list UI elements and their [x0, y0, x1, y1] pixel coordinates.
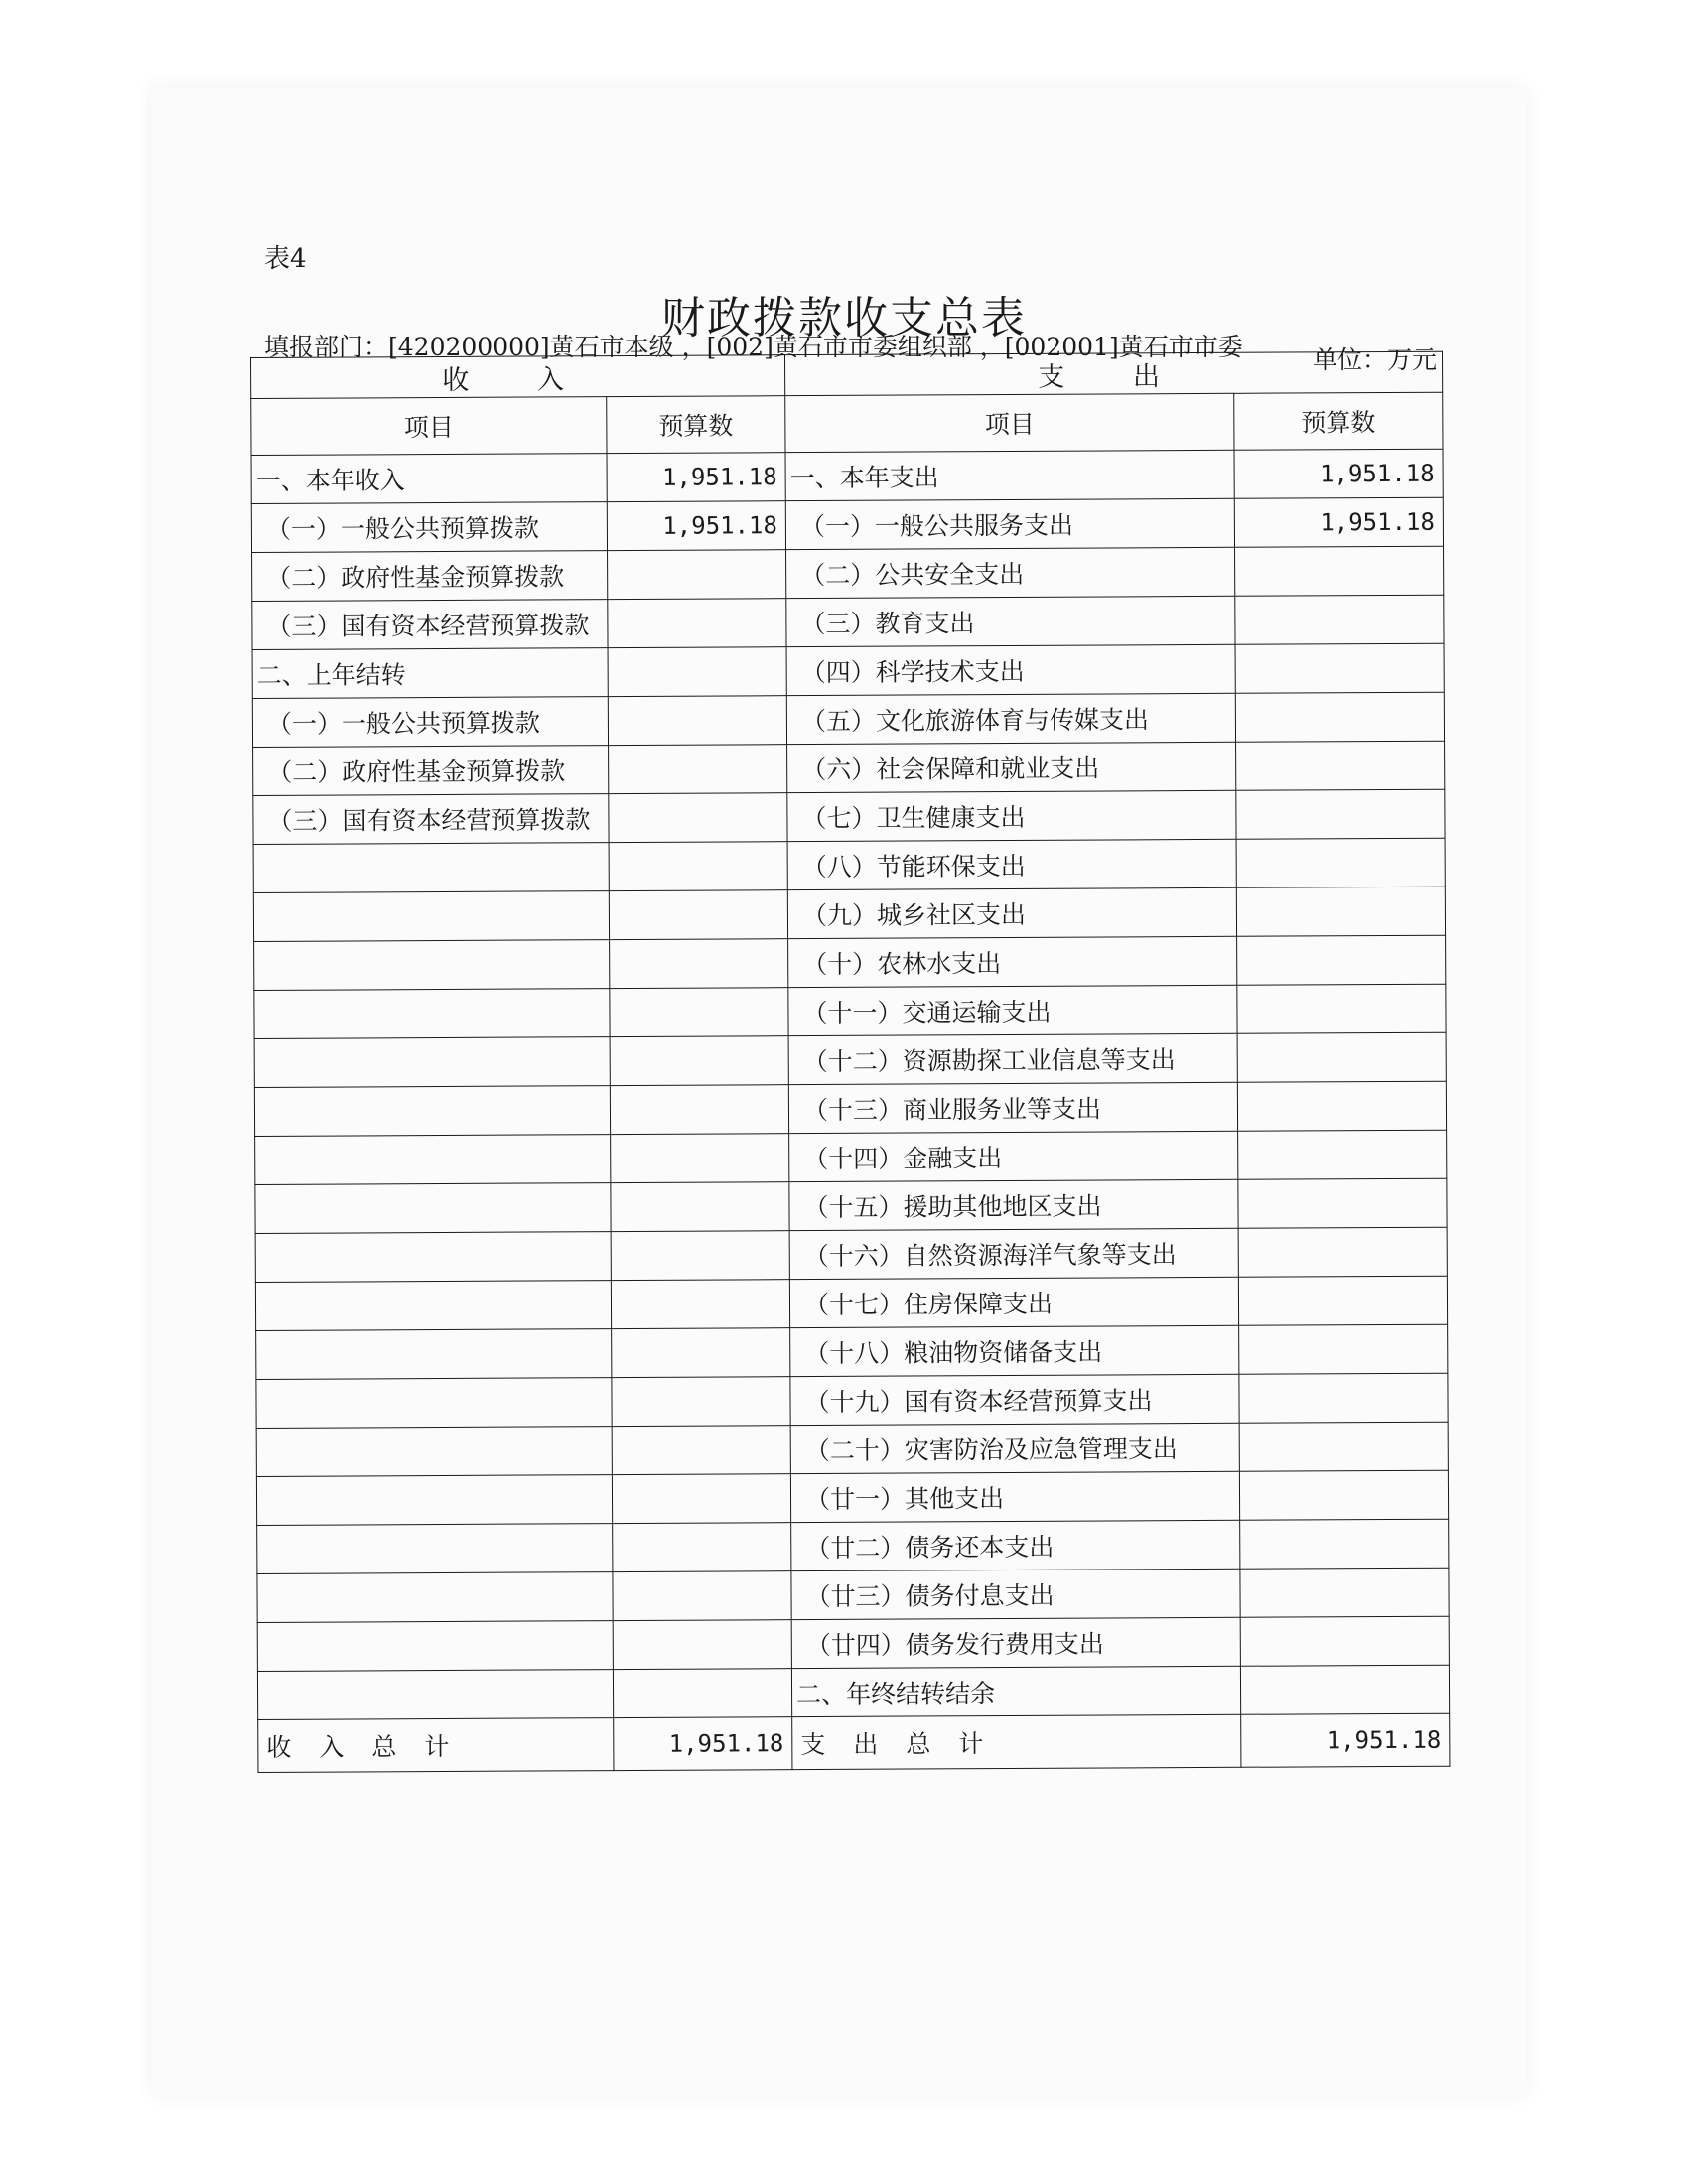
expense-budget-cell: 1,951.18: [1234, 449, 1443, 498]
expense-item-cell: （廿二）债务还本支出: [791, 1520, 1240, 1570]
expense-item-cell: （六）社会保障和就业支出: [787, 742, 1236, 792]
income-item-cell: [254, 1037, 610, 1088]
income-budget-cell: [608, 696, 786, 746]
expense-item-cell: （十三）商业服务业等支出: [788, 1082, 1237, 1133]
income-item-cell: [256, 1378, 612, 1429]
table-row: [255, 1227, 1447, 1282]
expense-budget-cell: [1237, 1081, 1446, 1131]
expense-item-cell: （三）教育支出: [786, 596, 1235, 646]
table-row: [252, 692, 1444, 747]
income-budget-cell: [613, 1620, 791, 1670]
table-row: [256, 1373, 1448, 1428]
table-row: [251, 497, 1443, 552]
income-budget-cell: [608, 647, 786, 697]
expense-item-cell: （七）卫生健康支出: [787, 790, 1236, 841]
income-budget-cell: [613, 1571, 791, 1621]
income-item-cell: [253, 843, 609, 893]
expense-item-cell: （廿三）债务付息支出: [791, 1569, 1240, 1619]
income-item-cell: [256, 1329, 612, 1380]
expense-budget-header: 预算数: [1234, 392, 1443, 450]
table-row: [253, 741, 1445, 795]
table-row: [253, 887, 1445, 941]
income-item-cell: [255, 1232, 611, 1283]
table-row: [255, 1178, 1447, 1233]
expense-budget-cell: [1240, 1519, 1449, 1569]
income-item-cell: 二、上年结转: [252, 648, 608, 699]
income-budget-cell: [610, 988, 788, 1037]
section-header-row: [251, 351, 1443, 398]
expense-budget-cell: [1239, 1470, 1448, 1520]
income-budget-header: 预算数: [607, 396, 785, 454]
income-budget-cell: [609, 842, 787, 891]
expense-budget-cell: [1236, 741, 1445, 790]
income-budget-cell: [608, 550, 786, 600]
income-budget-cell: [612, 1377, 790, 1427]
table-row: [257, 1568, 1449, 1622]
table-body: [251, 449, 1450, 1719]
expense-budget-cell: [1238, 1227, 1447, 1277]
expense-item-cell: （八）节能环保支出: [787, 839, 1236, 889]
income-budget-cell: [612, 1426, 790, 1475]
totals-row: [258, 1713, 1450, 1772]
column-header-row: [251, 392, 1443, 455]
table-row: [252, 546, 1444, 601]
income-budget-cell: [613, 1523, 791, 1572]
income-item-cell: （三）国有资本经营预算拨款: [252, 600, 608, 650]
expense-item-cell: （十）农林水支出: [788, 936, 1237, 987]
income-budget-cell: [612, 1474, 790, 1524]
expense-item-cell: （二）公共安全支出: [786, 547, 1235, 598]
expense-budget-cell: [1237, 1032, 1446, 1082]
expense-budget-cell: [1238, 1178, 1447, 1228]
table-row: [254, 1032, 1446, 1087]
income-item-cell: [256, 1475, 612, 1526]
income-item-cell: [257, 1572, 613, 1623]
income-budget-cell: [612, 1328, 790, 1378]
expense-budget-cell: 1,951.18: [1234, 497, 1443, 547]
table-row: [257, 1519, 1449, 1573]
expense-item-cell: （十六）自然资源海洋气象等支出: [789, 1228, 1238, 1279]
income-item-cell: [257, 1524, 613, 1574]
income-budget-cell: [611, 1182, 789, 1232]
expense-budget-cell: [1239, 1373, 1448, 1423]
income-total-value: 1,951.18: [614, 1717, 792, 1771]
expense-budget-cell: [1240, 1616, 1449, 1666]
income-budget-cell: 1,951.18: [607, 501, 785, 551]
expense-item-cell: （十五）援助其他地区支出: [789, 1179, 1238, 1230]
table-row: [254, 984, 1446, 1038]
expense-total-label: 支出总计: [792, 1714, 1241, 1769]
income-item-cell: [257, 1670, 613, 1720]
expense-budget-cell: [1239, 1422, 1448, 1471]
income-item-cell: （二）政府性基金预算拨款: [252, 551, 608, 602]
expense-item-cell: （十八）粮油物资储备支出: [790, 1325, 1239, 1376]
expense-item-cell: （九）城乡社区支出: [787, 887, 1236, 938]
unit-label: 单位：万元: [1313, 345, 1438, 374]
expense-budget-cell: [1236, 789, 1445, 839]
income-item-cell: [254, 1086, 610, 1137]
table-row: [253, 789, 1445, 844]
income-item-header: 项目: [251, 397, 607, 456]
filler-department: 填报部门：[420200000]黄石市本级 ，[002]黄石市市委组织部 ，[002001]黄石市市委: [264, 333, 1243, 361]
table-row: [256, 1422, 1448, 1476]
expense-item-cell: 一、本年支出: [785, 450, 1234, 500]
expense-item-cell: （廿四）债务发行费用支出: [791, 1617, 1240, 1668]
income-budget-cell: 1,951.18: [607, 453, 785, 502]
income-item-cell: （一）一般公共预算拨款: [252, 697, 608, 748]
income-section-header: 收 入: [251, 355, 785, 399]
income-item-cell: [253, 891, 609, 942]
table-row: [252, 595, 1444, 649]
income-item-cell: [256, 1427, 612, 1477]
table-row: [256, 1470, 1448, 1525]
table-row: [253, 838, 1445, 892]
income-item-cell: [254, 940, 610, 991]
table-row: [251, 449, 1443, 503]
income-budget-cell: [610, 1036, 788, 1086]
expense-item-cell: （十四）金融支出: [789, 1131, 1238, 1181]
income-item-cell: [257, 1621, 613, 1672]
expense-budget-cell: [1238, 1130, 1447, 1179]
income-budget-cell: [611, 1231, 789, 1281]
expense-budget-cell: [1236, 838, 1445, 887]
expense-budget-cell: [1237, 935, 1446, 985]
income-item-cell: （一）一般公共预算拨款: [251, 502, 607, 553]
expense-budget-cell: [1235, 595, 1444, 644]
table-row: [254, 935, 1446, 990]
expense-budget-cell: [1238, 1276, 1447, 1325]
expense-item-cell: （五）文化旅游体育与传媒支出: [786, 693, 1235, 744]
expense-budget-cell: [1236, 887, 1445, 936]
table-row: [257, 1616, 1449, 1671]
income-item-cell: （二）政府性基金预算拨款: [253, 746, 609, 796]
table-row: [254, 1081, 1446, 1136]
income-item-cell: [255, 1183, 611, 1234]
income-item-cell: （三）国有资本经营预算拨款: [253, 794, 609, 845]
income-budget-cell: [608, 599, 786, 648]
expense-item-cell: （一）一般公共服务支出: [785, 498, 1234, 549]
expense-item-cell: （十九）国有资本经营预算支出: [790, 1374, 1239, 1425]
expense-item-cell: （四）科学技术支出: [786, 644, 1235, 695]
table-row: [252, 643, 1444, 698]
table-row: [257, 1665, 1449, 1719]
page-title: 财政拨款收支总表: [661, 293, 1027, 343]
expense-budget-cell: [1240, 1568, 1449, 1617]
income-budget-cell: [610, 939, 788, 989]
income-total-label: 收入总计: [258, 1718, 614, 1773]
expense-item-cell: （十七）住房保障支出: [789, 1277, 1238, 1327]
expense-budget-cell: [1235, 643, 1444, 693]
finance-table: [250, 351, 1450, 1773]
income-budget-cell: [611, 1280, 789, 1329]
table-row: [256, 1324, 1448, 1379]
table-number: 表4: [264, 244, 307, 274]
expense-item-cell: （廿一）其他支出: [790, 1471, 1239, 1522]
income-item-cell: 一、本年收入: [251, 454, 607, 504]
expense-item-cell: （二十）灾害防治及应急管理支出: [790, 1423, 1239, 1473]
expense-budget-cell: [1235, 546, 1444, 596]
expense-item-cell: （十一）交通运输支出: [788, 985, 1237, 1035]
expense-total-value: 1,951.18: [1241, 1713, 1450, 1767]
expense-budget-cell: [1240, 1665, 1449, 1714]
expense-budget-cell: [1239, 1324, 1448, 1374]
income-item-cell: [255, 1135, 611, 1185]
income-budget-cell: [609, 890, 787, 940]
income-budget-cell: [610, 1085, 788, 1135]
income-item-cell: [255, 1281, 611, 1331]
income-item-cell: [254, 989, 610, 1039]
income-budget-cell: [609, 793, 787, 843]
table-row: [255, 1276, 1447, 1330]
expense-budget-cell: [1235, 692, 1444, 742]
expense-section-header: 支 出: [784, 351, 1442, 395]
table-row: [255, 1130, 1447, 1184]
expense-item-cell: （十二）资源勘探工业信息等支出: [788, 1033, 1237, 1084]
income-budget-cell: [613, 1669, 791, 1718]
expense-budget-cell: [1237, 984, 1446, 1033]
income-budget-cell: [611, 1134, 789, 1183]
expense-item-cell: 二、年终结转结余: [791, 1666, 1240, 1716]
expense-item-header: 项目: [785, 393, 1234, 452]
income-budget-cell: [609, 745, 787, 794]
